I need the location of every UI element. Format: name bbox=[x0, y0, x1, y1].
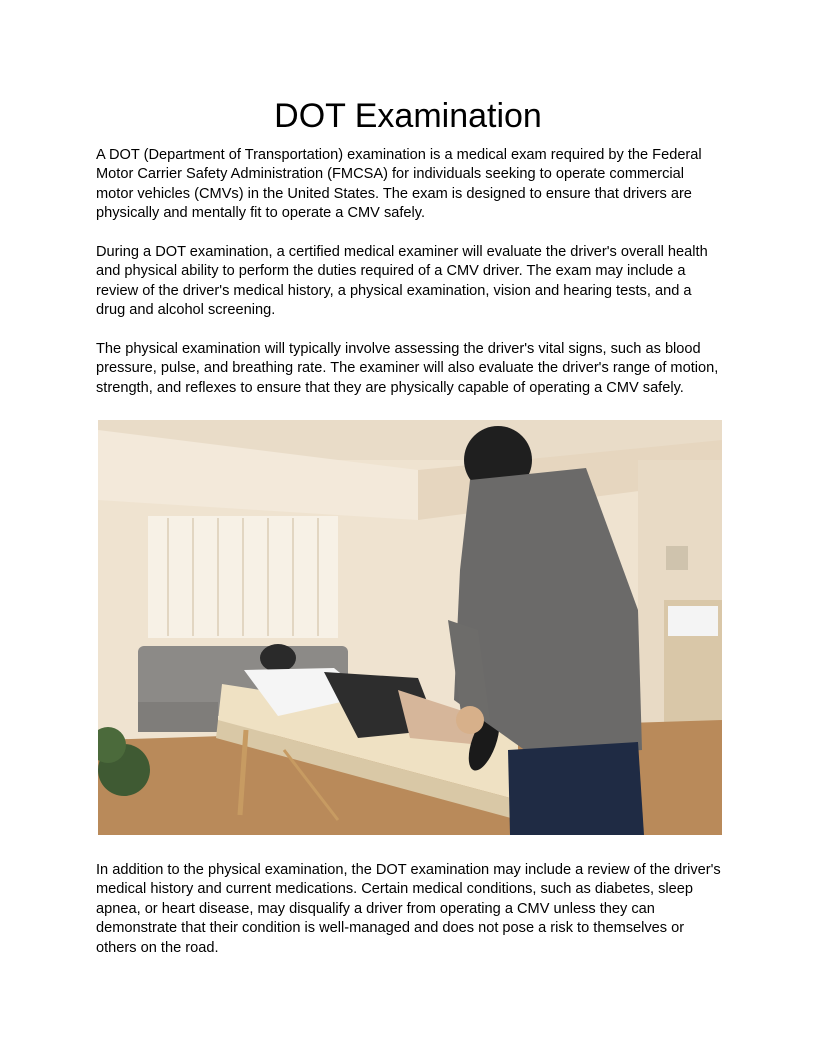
paragraph-intro: A DOT (Department of Transportation) examination is a medical exam required by the Federal Motor Carrier Safety Administration (FMCSA) for individuals seeking to operate commercial motor vehicles (CMVs) in the United States. The exam is designed to ensure that drivers are physically and mentally fit to operate a CMV safely. bbox=[96, 147, 702, 222]
page-title: DOT Examination bbox=[274, 97, 542, 135]
paragraph-physical-exam: The physical examination will typically involve assessing the driver's vital signs, such as blood pressure, pulse, and breathing rate. The examiner will also evaluate the driver's range of motion, strength, and reflexes to ensure that they are physically capable of operating a CMV safely. bbox=[96, 341, 719, 396]
paragraph-medical-history: In addition to the physical examination, the DOT examination may include a review of the driver's medical history and current medications. Certain medical conditions, such as diabetes, sleep apnea, or heart disease, may disqualify a driver from operating a CMV unless they can demonstrate that their condition is well-managed and does not pose a risk to themselves or others on the road. bbox=[96, 862, 721, 956]
physical-therapy-photo-icon bbox=[98, 420, 722, 835]
exam-photo bbox=[98, 420, 722, 835]
paragraph-exam-overview: During a DOT examination, a certified medical examiner will evaluate the driver's overall health and physical ability to perform the duties required of a CMV driver. The exam may include a review of the driver's medical history, a physical examination, vision and hearing tests, and a drug and alcohol screening. bbox=[96, 244, 708, 319]
